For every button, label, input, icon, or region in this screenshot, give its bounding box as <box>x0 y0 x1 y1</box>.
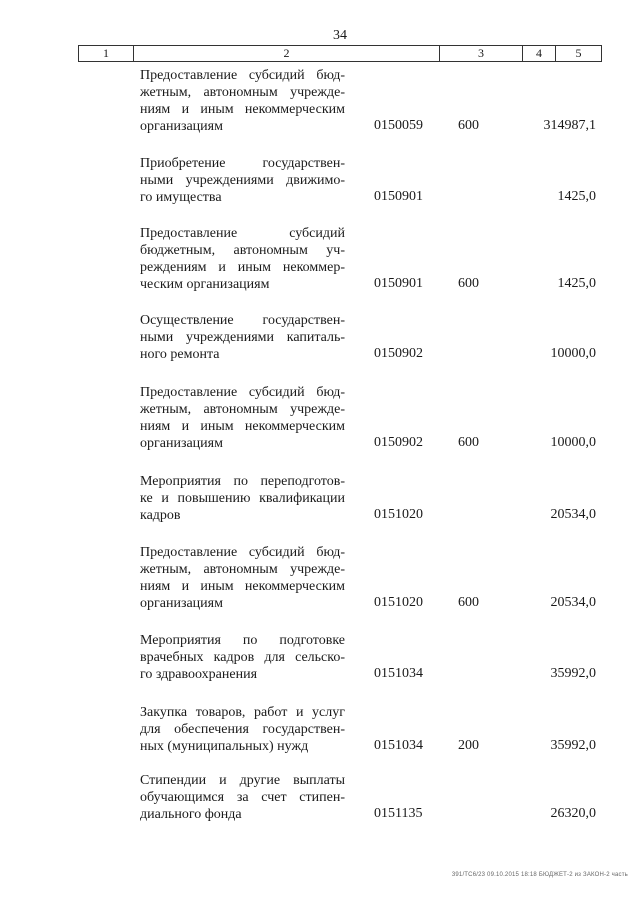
row-amount: 10000,0 <box>550 346 596 361</box>
description-line: обучающимся за счет стипен- <box>140 790 345 805</box>
row-description <box>140 473 345 524</box>
description-line: ного ремонта <box>140 347 220 362</box>
description-line: диального фонда <box>140 807 242 822</box>
row-type: 600 <box>458 118 479 133</box>
row-code: 0150901 <box>374 276 423 291</box>
description-line: ных (муниципальных) нужд <box>140 739 309 754</box>
row-code: 0151020 <box>374 507 423 522</box>
row-code: 0150059 <box>374 118 423 133</box>
header-col-3: 3 <box>440 46 523 61</box>
description-line: Закупка товаров, работ и услуг <box>140 705 345 720</box>
description-line: Стипендии и другие выплаты <box>140 773 345 788</box>
description-line: ниям и иным некоммерческим <box>140 102 345 117</box>
row-code: 0151034 <box>374 666 423 681</box>
row-type: 600 <box>458 435 479 450</box>
description-line: Осуществление государствен- <box>140 313 345 328</box>
row-code: 0150901 <box>374 189 423 204</box>
description-line: ниям и иным некоммерческим <box>140 579 345 594</box>
description-line: организациям <box>140 436 223 451</box>
description-line: жетным, автономным учрежде- <box>140 402 345 417</box>
description-line: го имущества <box>140 190 222 205</box>
description-line: ниям и иным некоммерческим <box>140 419 345 434</box>
row-description <box>140 772 345 823</box>
description-line: Предоставление субсидий бюд- <box>140 385 345 400</box>
header-col-1: 1 <box>79 46 134 61</box>
description-line: ке и повышению квалификации <box>140 491 345 506</box>
description-line: организациям <box>140 596 223 611</box>
row-amount: 35992,0 <box>550 738 596 753</box>
row-description <box>140 544 345 612</box>
row-amount: 10000,0 <box>550 435 596 450</box>
row-type: 600 <box>458 276 479 291</box>
header-col-2: 2 <box>134 46 440 61</box>
description-line: для обеспечения государствен- <box>140 722 345 737</box>
description-line: ческим организациям <box>140 277 270 292</box>
row-type: 200 <box>458 738 479 753</box>
row-description <box>140 225 345 293</box>
description-line: Приобретение государствен- <box>140 156 345 171</box>
row-amount: 20534,0 <box>550 507 596 522</box>
row-code: 0150902 <box>374 346 423 361</box>
description-line: ными учреждениями движимо- <box>140 173 345 188</box>
description-line: Предоставление субсидий бюд- <box>140 68 345 83</box>
row-amount: 1425,0 <box>557 276 596 291</box>
description-line: Предоставление субсидий <box>140 226 345 241</box>
row-amount: 20534,0 <box>550 595 596 610</box>
row-description <box>140 312 345 363</box>
row-code: 0151135 <box>374 806 423 821</box>
row-amount: 1425,0 <box>557 189 596 204</box>
description-line: кадров <box>140 508 181 523</box>
row-description <box>140 704 345 755</box>
page-number: 34 <box>333 28 347 43</box>
row-description <box>140 632 345 683</box>
description-line: реждениям и иным некоммер- <box>140 260 345 275</box>
description-line: ными учреждениями капиталь- <box>140 330 345 345</box>
row-amount: 26320,0 <box>550 806 596 821</box>
description-line: жетным, автономным учрежде- <box>140 562 345 577</box>
header-col-5: 5 <box>575 46 582 60</box>
row-amount: 314987,1 <box>543 118 596 133</box>
row-description <box>140 67 345 135</box>
row-code: 0150902 <box>374 435 423 450</box>
row-amount: 35992,0 <box>550 666 596 681</box>
table-header <box>78 45 602 62</box>
description-line: Мероприятия по переподготов- <box>140 474 345 489</box>
row-code: 0151020 <box>374 595 423 610</box>
description-line: Мероприятия по подготовке <box>140 633 345 648</box>
description-line: жетным, автономным учрежде- <box>140 85 345 100</box>
description-line: Предоставление субсидий бюд- <box>140 545 345 560</box>
footer-stamp: 391/ТС6/23 09.10.2015 18:18 БЮДЖЕТ-2 из ЗАКОН-2 часть <box>451 872 628 878</box>
description-line: го здравоохранения <box>140 667 258 682</box>
row-code: 0151034 <box>374 738 423 753</box>
row-type: 600 <box>458 595 479 610</box>
header-col-4: 4 <box>523 46 556 61</box>
description-line: врачебных кадров для сельско- <box>140 650 345 665</box>
description-line: бюджетным, автономным уч- <box>140 243 345 258</box>
row-description <box>140 384 345 452</box>
row-description <box>140 155 345 206</box>
description-line: организациям <box>140 119 223 134</box>
